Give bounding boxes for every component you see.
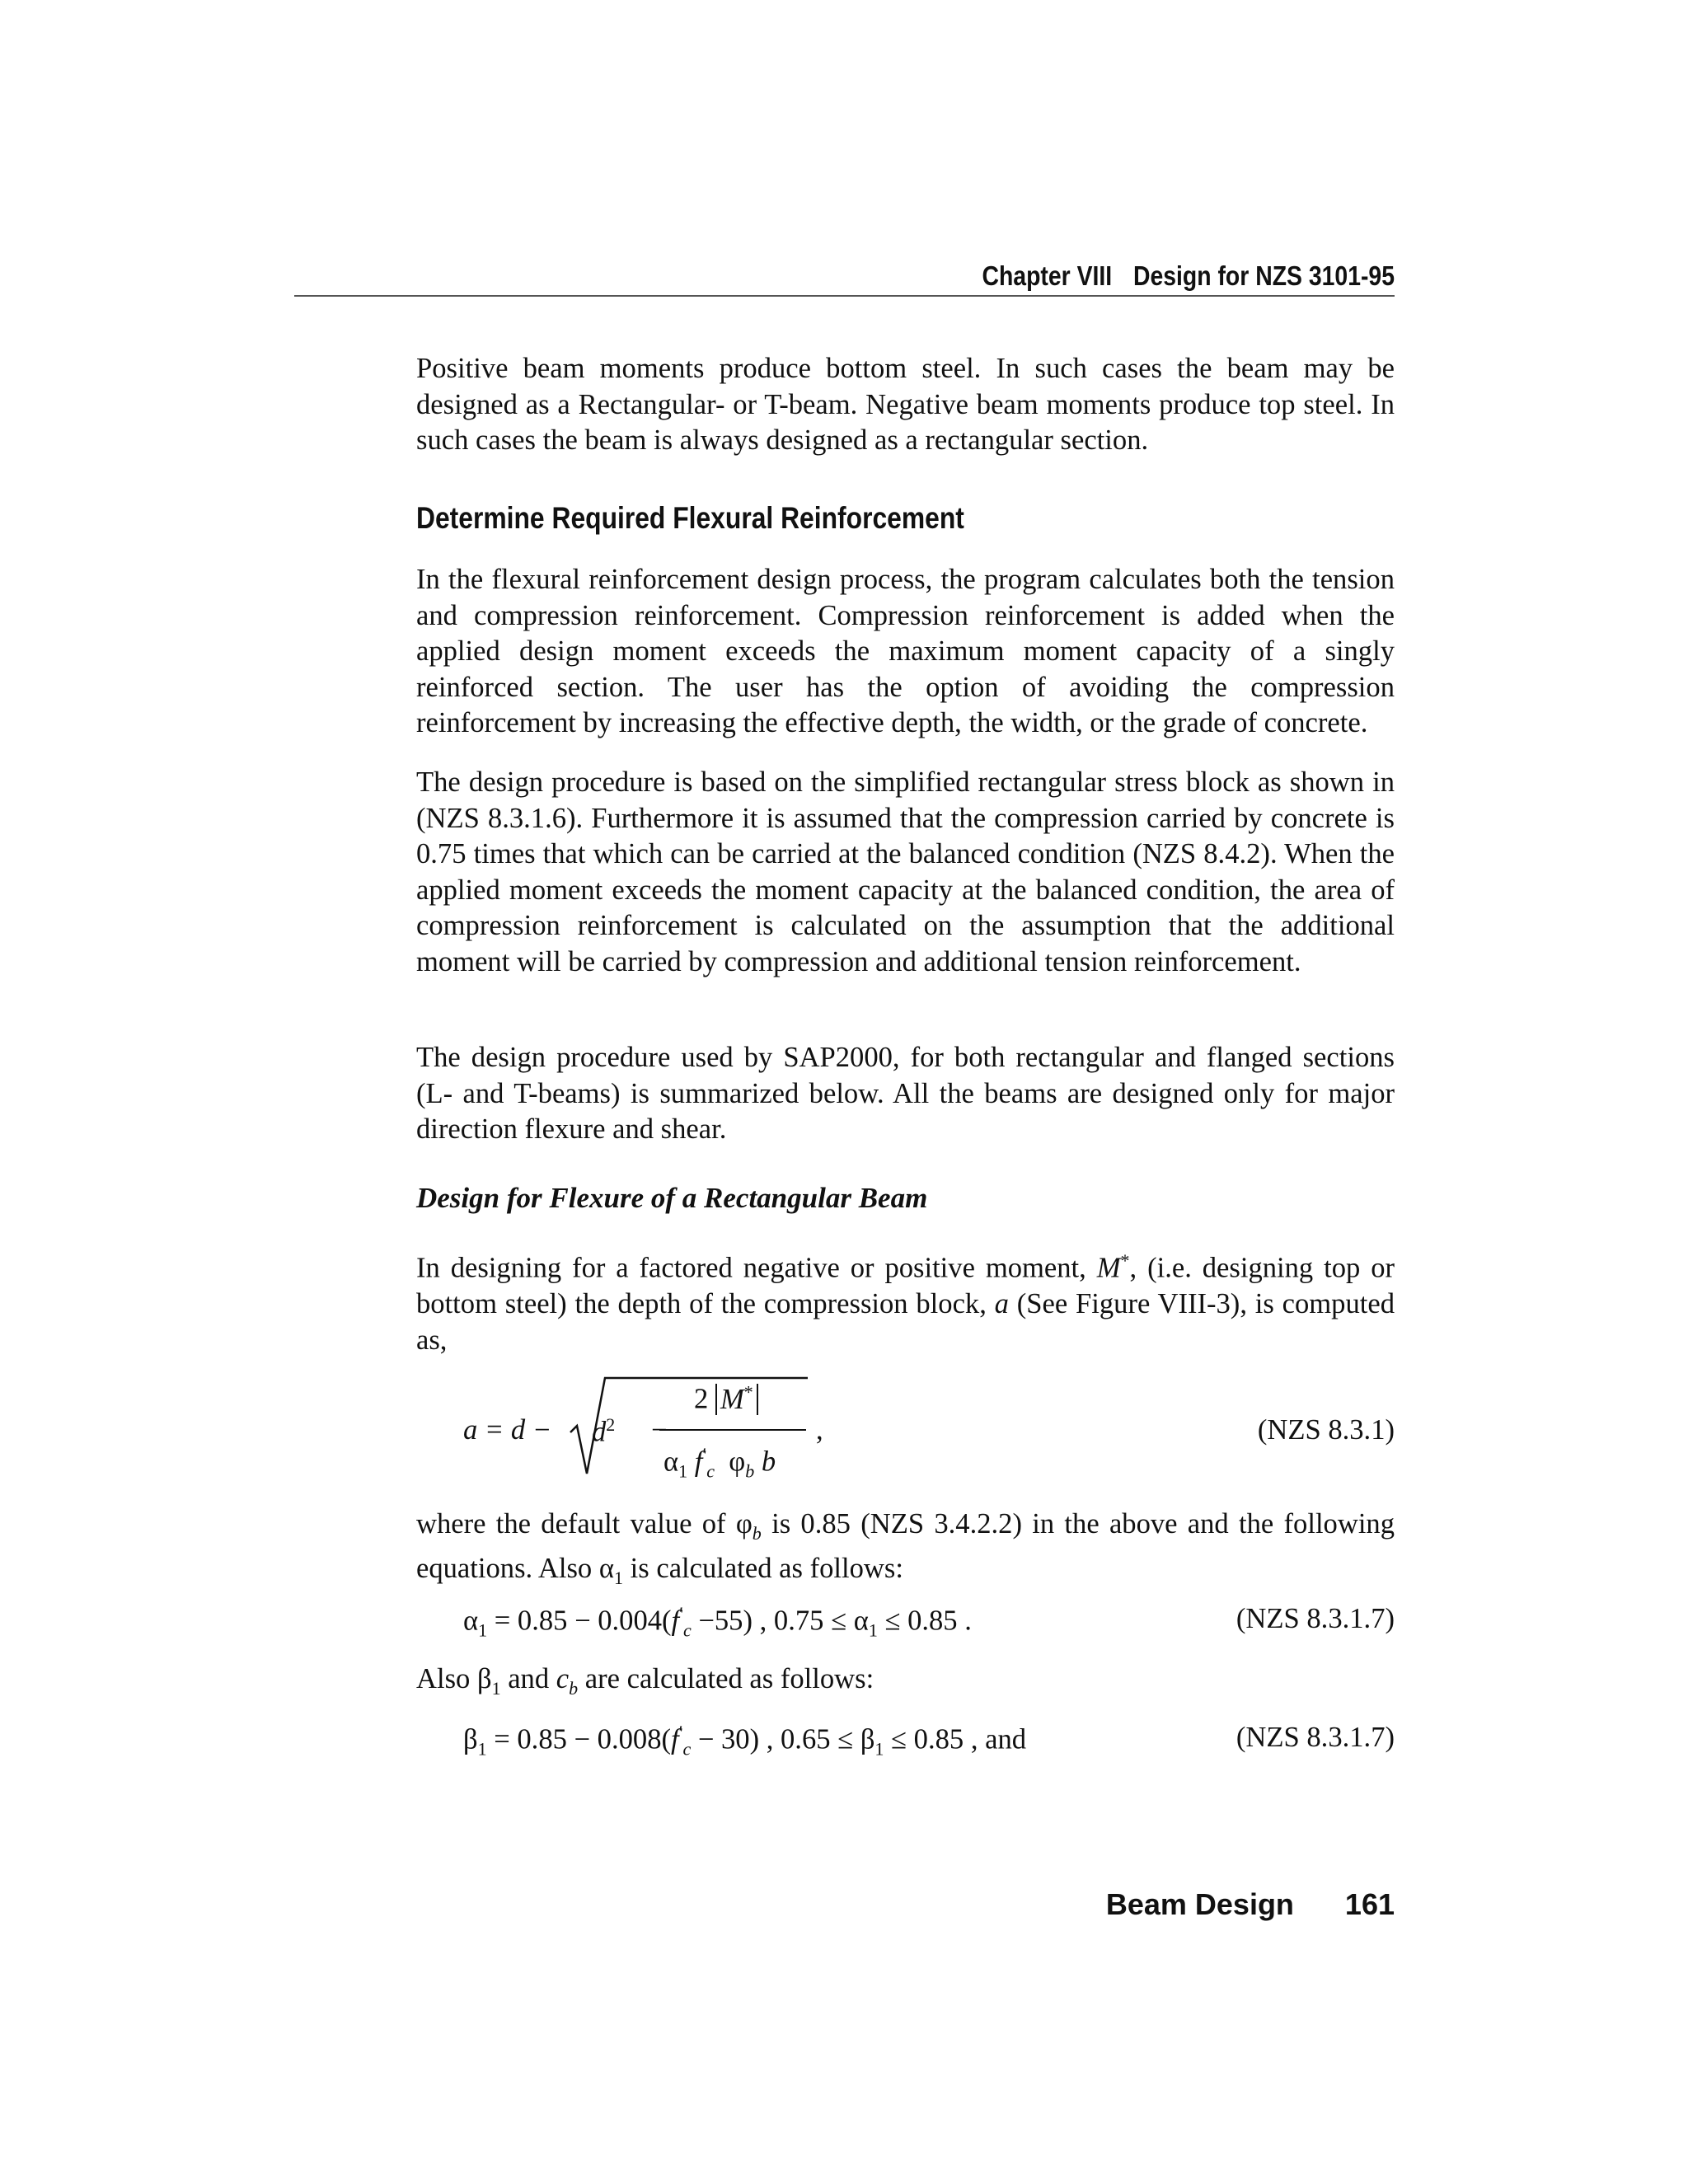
eq-alpha: α (853, 1605, 869, 1637)
text-run: is calculated as follows: (623, 1553, 903, 1585)
eq-beta1-expression (463, 1722, 1026, 1760)
eq-den-alpha: α (663, 1446, 679, 1478)
eq-d-squared (592, 1414, 615, 1449)
paragraph-design-procedure (416, 765, 1395, 980)
symbol-moment: M (1096, 1252, 1121, 1284)
paragraph-flexural-process (416, 562, 1395, 742)
subsection-heading: Design for Flexure of a Rectangular Beam (416, 1182, 928, 1214)
paragraph-intro (416, 351, 1395, 459)
eq-subc: c (682, 1619, 692, 1641)
symbol-depth: a (994, 1288, 1009, 1320)
symbol-sub: 1 (614, 1568, 623, 1589)
eq-num-two: 2 (694, 1383, 709, 1415)
chapter-label: Chapter VIII (982, 260, 1113, 291)
symbol-sub: b (752, 1522, 762, 1544)
eq-run: −55) , 0.75 ≤ (691, 1605, 854, 1637)
symbol-beta: β (476, 1663, 492, 1694)
eq-reference: (NZS 8.3.1.7) (1236, 1603, 1395, 1634)
eq-f: f (671, 1723, 679, 1755)
text-run: In designing for a factored negative or positive moment, (416, 1252, 1097, 1284)
eq-prime: ′ (679, 1603, 683, 1624)
paragraph-phi-default (416, 1507, 1395, 1596)
eq-reference: (NZS 8.3.1.7) (1236, 1722, 1395, 1753)
eq-den-subb: b (745, 1460, 755, 1482)
eq-prime: ′ (678, 1722, 683, 1742)
eq-den-width: b (761, 1446, 776, 1478)
eq-run: = 0.85 − 0.004( (487, 1605, 672, 1637)
eq-denominator (663, 1444, 776, 1482)
eq-sub: 1 (477, 1738, 487, 1760)
running-header (294, 262, 1395, 297)
eq-sub: 1 (874, 1738, 884, 1760)
paragraph-beta-cb (416, 1661, 1395, 1706)
paragraph-text: The design procedure used by SAP2000, for both rectangular and flanged sections (L- and T-beams) is summarized below. All the beams are designed only for major direction flexure and shear. (416, 1042, 1395, 1145)
eq-den-f: f (694, 1446, 703, 1478)
paragraph-text: In the flexural reinforcement design process, the program calculates both the tension and compression reinforcement. Compression reinforcement is added when the applied design moment exceeds the maximum moment capacity of a singly reinforced section. The user has the option of avoiding the compression reinforcement by increasing the effective depth, the width, or the grade of concrete. (416, 564, 1395, 738)
eq-f: f (671, 1605, 680, 1637)
eq-run: ≤ 0.85 , and (884, 1723, 1027, 1755)
text-run: and (500, 1663, 556, 1694)
eq-den-prime: ′ (702, 1444, 707, 1465)
symbol-c: c (556, 1663, 570, 1694)
eq-comma: , (816, 1414, 823, 1446)
paragraph-compression-block (416, 1243, 1395, 1358)
page-footer (1106, 1887, 1395, 1922)
eq-abs-moment (715, 1381, 758, 1415)
eq-d: d (592, 1416, 607, 1448)
section-heading: Determine Required Flexural Reinforcement (416, 501, 964, 535)
subsection-heading-block (416, 1182, 1395, 1215)
eq-beta: β (860, 1723, 875, 1755)
symbol-star: * (1120, 1250, 1130, 1271)
eq-alpha1-expression (463, 1603, 972, 1641)
text-run: (See Figure VIII-3), is computed as, (416, 1288, 1395, 1356)
eq-den-phi: φ (729, 1446, 746, 1478)
eq-reference: (NZS 8.3.1) (1257, 1414, 1395, 1446)
paragraph-text (416, 1243, 1395, 1358)
footer-section: Beam Design (1105, 1887, 1294, 1921)
eq-alpha: α (463, 1605, 479, 1637)
eq-num-m: M (720, 1383, 744, 1415)
text-run: are calculated as follows: (578, 1663, 874, 1694)
eq-run: ≤ 0.85 . (877, 1605, 972, 1637)
symbol-sub: b (569, 1677, 579, 1699)
running-header-text (982, 260, 1395, 292)
text-run: , (i.e. designing top or bottom steel) the depth of the compression block, (416, 1252, 1395, 1320)
text-run: where the default value of (416, 1508, 736, 1540)
symbol-phi: φ (735, 1508, 753, 1540)
eq-run: = 0.85 − 0.008( (486, 1723, 672, 1755)
text-run: Also (416, 1663, 477, 1694)
eq-sub: 1 (478, 1619, 488, 1641)
paragraph-text: The design procedure is based on the simplified rectangular stress block as shown in (NZS 8.3.1.6). Furthermore it is assumed that the compression carried by concrete is 0.75 times that which can be carried at the balanced condition (NZS 8.4.2). When the applied moment exceeds the moment capacity at the balanced condition, the area of compression reinforcement is calculated on the assumption that the additional moment will be carried by compression and additional tension reinforcement. (416, 766, 1395, 977)
eq-beta: β (463, 1723, 478, 1755)
fraction-bar (659, 1429, 806, 1431)
symbol-sub: 1 (491, 1677, 501, 1699)
eq-lhs: a = d − (463, 1414, 552, 1446)
paragraph-sap2000-summary (416, 1040, 1395, 1148)
symbol-alpha: α (598, 1553, 614, 1585)
paragraph-text (416, 1661, 1395, 1706)
eq-run: − 30) , 0.65 ≤ (691, 1723, 860, 1755)
eq-sub: 1 (868, 1619, 878, 1641)
eq-exponent: 2 (606, 1414, 616, 1435)
eq-minus: − (651, 1414, 668, 1446)
section-heading-block (416, 501, 1395, 536)
paragraph-text (416, 1507, 1395, 1596)
eq-den-sub1: 1 (678, 1460, 688, 1482)
eq-numerator (694, 1381, 758, 1416)
eq-subc: c (682, 1738, 692, 1760)
page-number: 161 (1344, 1887, 1395, 1921)
eq-den-subc: c (706, 1460, 715, 1482)
paragraph-text: Positive beam moments produce bottom steel. In such cases the beam may be designed as a Rectangular- or T-beam. Negative beam moments produce top steel. In such cases the beam is always designed as a rectangular section. (416, 353, 1395, 456)
eq-num-star: * (743, 1381, 753, 1402)
text-run: is 0.85 (NZS 3.4.2.2) in the above and the following equations. Also (416, 1508, 1395, 1585)
chapter-title: Design for NZS 3101-95 (1132, 260, 1395, 291)
